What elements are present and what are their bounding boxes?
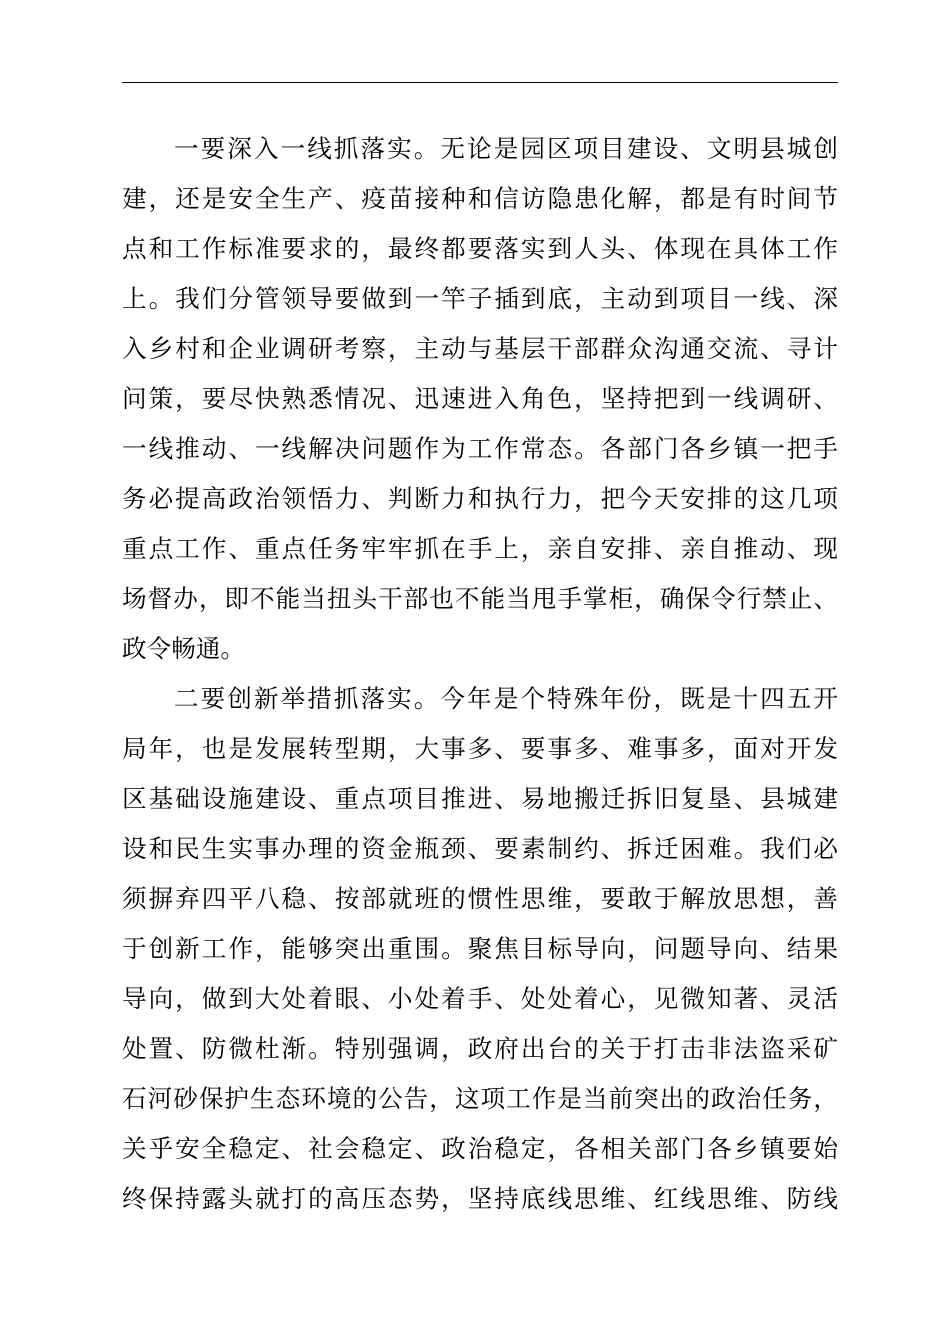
paragraph-2-line-11: 终保持露头就打的高压态势，坚持底线思维、红线思维、防线 xyxy=(122,1184,838,1213)
paragraph-1-line-5: 入乡村和企业调研考察，主动与基层干部群众沟通交流、寻计 xyxy=(122,334,838,363)
paragraph-2-line-5: 须摒弃四平八稳、按部就班的惯性思维，要敢于解放思想，善 xyxy=(122,884,838,913)
paragraph-2-line-7: 导向，做到大处着眼、小处着手、处处着心，见微知著、灵活 xyxy=(122,984,838,1013)
paragraph-1-line-10: 场督办，即不能当扭头干部也不能当甩手掌柜，确保令行禁止、 xyxy=(122,584,838,613)
paragraph-1-line-4: 上。我们分管领导要做到一竿子插到底，主动到项目一线、深 xyxy=(122,284,838,313)
paragraph-1-line-2: 建，还是安全生产、疫苗接种和信访隐患化解，都是有时间节 xyxy=(122,184,838,213)
paragraph-2-line-9: 石河砂保护生态环境的公告，这项工作是当前突出的政治任务， xyxy=(122,1084,838,1113)
paragraph-1-line-7: 一线推动、一线解决问题作为工作常态。各部门各乡镇一把手 xyxy=(122,434,838,463)
paragraph-2-line-3: 区基础设施建设、重点项目推进、易地搬迁拆旧复垦、县城建 xyxy=(122,784,838,813)
paragraph-1-line-6: 问策，要尽快熟悉情况、迅速进入角色，坚持把到一线调研、 xyxy=(122,384,838,413)
paragraph-2-line-2: 局年，也是发展转型期，大事多、要事多、难事多，面对开发 xyxy=(122,734,838,763)
paragraph-1-line-9: 重点工作、重点任务牢牢抓在手上，亲自安排、亲自推动、现 xyxy=(122,534,838,563)
paragraph-1-line-1: 一要深入一线抓落实。无论是园区项目建设、文明县城创 xyxy=(174,134,838,163)
header-rule xyxy=(122,82,838,83)
paragraph-2-line-10: 关乎安全稳定、社会稳定、政治稳定，各相关部门各乡镇要始 xyxy=(122,1134,838,1163)
body-text xyxy=(122,124,838,1224)
paragraph-2-line-4: 设和民生实事办理的资金瓶颈、要素制约、拆迁困难。我们必 xyxy=(122,834,838,863)
paragraph-2-line-8: 处置、防微杜渐。特别强调，政府出台的关于打击非法盗采矿 xyxy=(122,1034,838,1063)
paragraph-1-line-11: 政令畅通。 xyxy=(122,634,245,663)
paragraph-2-line-6: 于创新工作，能够突出重围。聚焦目标导向，问题导向、结果 xyxy=(122,934,838,963)
paragraph-1-line-3: 点和工作标准要求的，最终都要落实到人头、体现在具体工作 xyxy=(122,234,838,263)
paragraph-2-line-1: 二要创新举措抓落实。今年是个特殊年份，既是十四五开 xyxy=(174,684,838,713)
paragraph-1-line-8: 务必提高政治领悟力、判断力和执行力，把今天安排的这几项 xyxy=(122,484,838,513)
